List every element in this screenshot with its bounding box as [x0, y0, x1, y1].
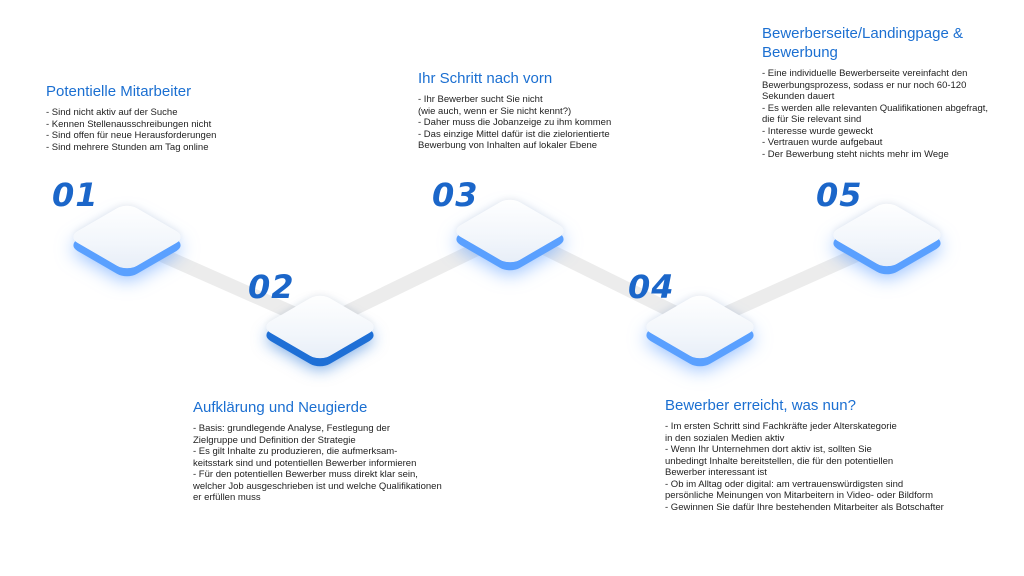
list-item: - Es werden alle relevanten Qualifikationen abgefragt, die für Sie relevant sind [762, 102, 989, 125]
step-4-list [665, 421, 995, 513]
list-item: - Gewinnen Sie dafür Ihre bestehenden Mitarbeiter als Botschafter [665, 501, 944, 513]
step-2-number: 02 [248, 268, 295, 306]
step-5-title: Bewerberseite/Landingpage & Bewerbung [762, 25, 963, 61]
step-2-text [193, 398, 493, 504]
list-item: - Kennen Stellenausschreibungen nicht [46, 118, 212, 130]
step-3-tile [445, 166, 575, 296]
list-item: - Basis: grundlegende Analyse, Festlegung der Zielgruppe und Definition der Strategie [193, 423, 390, 446]
step-5-text [762, 24, 1012, 160]
step-1-number: 01 [52, 176, 99, 214]
step-3-number: 03 [432, 176, 479, 214]
list-item: - Daher muss die Jobanzeige zu ihm kommen [418, 117, 612, 128]
step-1-text [46, 82, 286, 153]
step-3-text [418, 69, 678, 152]
step-4-number: 04 [628, 268, 675, 306]
step-5-tile-face [828, 201, 947, 270]
list-item: - Wenn Ihr Unternehmen dort aktiv ist, sollten Sie unbedingt Inhalte bereitstellen, die für den potentiellen Bewerber interessant ist [665, 444, 894, 478]
step-5-tile [822, 170, 952, 300]
list-item: - Eine individuelle Bewerberseite vereinfacht den Bewerbungsprozess, sodass er nur noch 60-120 Sekunden dauert [762, 68, 968, 102]
step-3-list [418, 94, 678, 152]
step-2-tile [255, 262, 385, 392]
step-1-title: Potentielle Mitarbeiter [46, 83, 192, 100]
list-item: - Ihr Bewerber sucht Sie nicht (wie auch, wenn er Sie nicht kennt?) [418, 94, 572, 117]
list-item: - Es gilt Inhalte zu produzieren, die aufmerksam- keitsstark sind und potentiellen Bewerber informieren [193, 446, 417, 469]
step-4-tile [635, 262, 765, 392]
step-5-list [762, 68, 1012, 160]
list-item: - Der Bewerbung steht nichts mehr im Wege [762, 148, 949, 160]
list-item: - Vertrauen wurde aufgebaut [762, 137, 883, 148]
list-item: - Das einzige Mittel dafür ist die zielorientierte Bewerbung von Inhalten auf lokaler Ebene [418, 128, 610, 151]
list-item: - Sind nicht aktiv auf der Suche [46, 107, 178, 118]
list-item: - Sind mehrere Stunden am Tag online [46, 141, 209, 153]
list-item: - Ob im Alltag oder digital: am vertrauenswürdigsten sind persönliche Meinungen von Mitarbeitern in Video- oder Bildform [665, 478, 934, 501]
step-1-tile [62, 172, 192, 302]
step-5-number: 05 [816, 176, 863, 214]
list-item: - Interesse wurde geweckt [762, 125, 873, 137]
step-4-tile-face [641, 293, 760, 362]
step-1-list [46, 107, 286, 153]
step-4-text [665, 396, 995, 513]
list-item: - Für den potentiellen Bewerber muss direkt klar sein, welcher Job ausgeschrieben ist und welche Qualifikationen er erfüllen muss [193, 469, 442, 503]
step-2-list [193, 423, 493, 504]
step-3-title: Ihr Schritt nach vorn [418, 70, 553, 87]
step-3-tile-face [451, 197, 570, 266]
step-1-tile-face [68, 203, 187, 272]
step-2-title: Aufklärung und Neugierde [193, 399, 368, 416]
step-4-title: Bewerber erreicht, was nun? [665, 397, 856, 414]
list-item: - Sind offen für neue Herausforderungen [46, 130, 217, 141]
list-item: - Im ersten Schritt sind Fachkräfte jeder Alterskategorie in den sozialen Medien aktiv [665, 421, 897, 444]
step-2-tile-face [261, 293, 380, 362]
